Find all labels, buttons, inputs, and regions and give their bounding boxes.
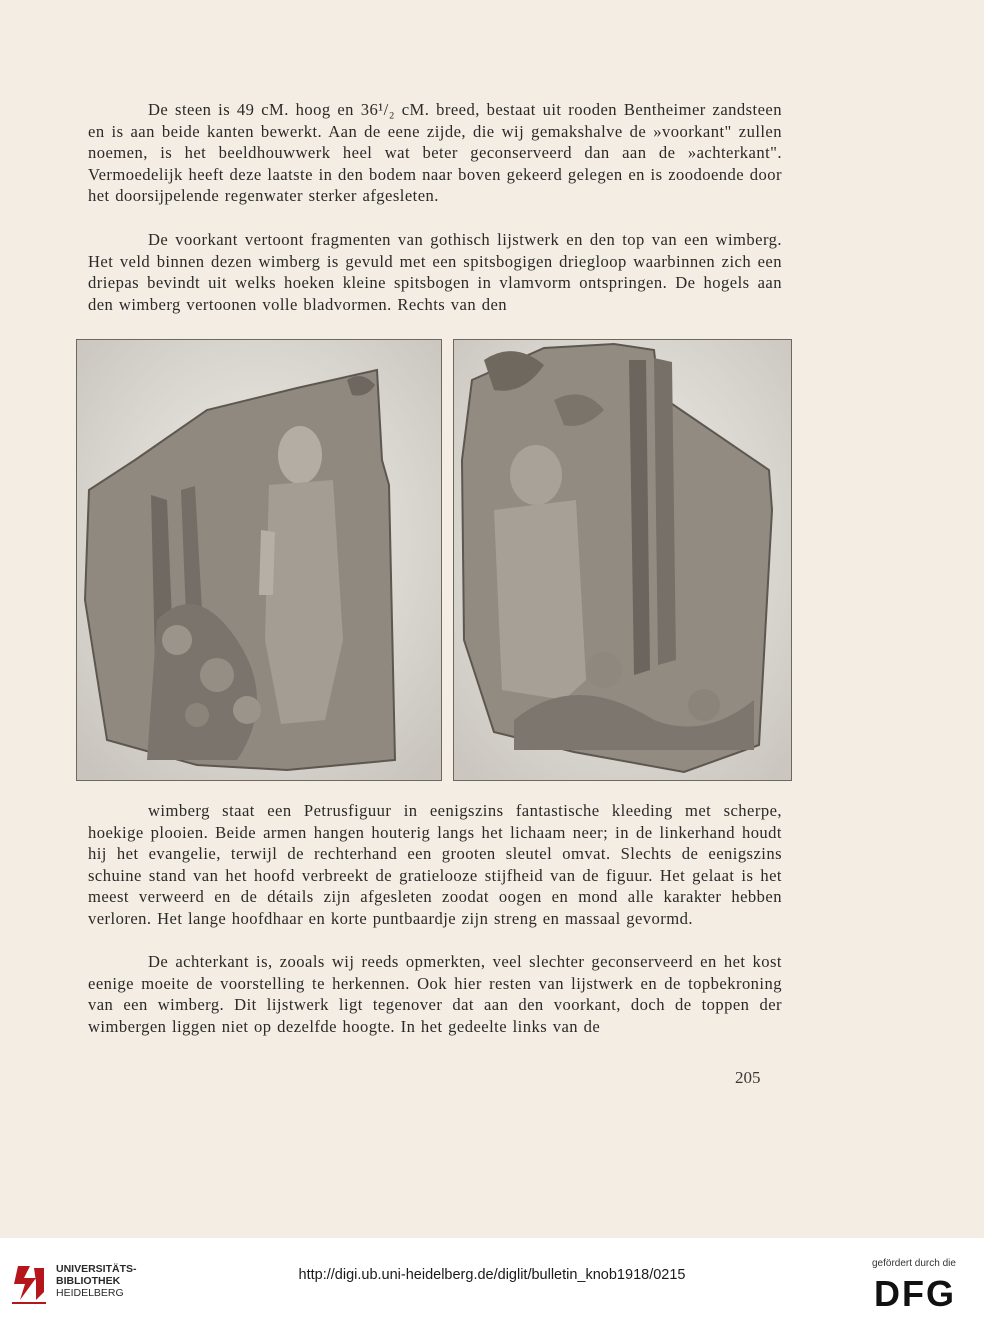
photo-back-side <box>453 339 792 781</box>
paragraph-3: wimberg staat een Petrusfiguur in eenigszins fantastische kleeding met scherpe, hoekige plooien. Beide armen hangen houterig langs het lichaam neer; in de linkerhand houdt hij het evangelie, terwijl de rechterhand een grooten sleutel omvat. Slechts de eenigszins schuine stand van het hoofd verbreekt de gratielooze stijfheid van de figuur. Het gelaat is het meest verweerd en de détails zijn afgesleten zoodat oogen en mond alle karakter hebben verloren. Het lange hoofdhaar en korte puntbaardje zijn streng en massaal gevormd. <box>88 801 782 928</box>
page-number: 205 <box>735 1068 761 1087</box>
paragraph-1: De steen is 49 cM. hoog en 36¹/₂ cM. breed, bestaat uit rooden Bentheimer zandsteen en is aan beide kanten bewerkt. Aan de eene zijde, die wij gemakshalve de »voorkant" zullen noemen, is het beeldhouwwerk heel wat beter geconserveerd dan aan de »achterkant". Vermoedelijk heeft deze laatste in den bodem naar boven gekeerd gelegen en is zoodoende door het doorsijpelende regenwater sterker afgesleten. <box>88 100 782 206</box>
library-line-3: HEIDELBERG <box>56 1287 124 1299</box>
paragraph-4: De achterkant is, zooals wij reeds opmerkten, veel slechter geconserveerd en het kost eenige moeite de voorstelling te herkennen. Ook hier resten van lijstwerk en de topbekroning van een wimberg. Dit lijstwerk ligt tegenover dat aan den voorkant, doch de toppen der wimbergen liggen niet op dezelfde hoogte. In het gedeelte links van de <box>88 952 782 1036</box>
photo-front-side <box>76 339 442 781</box>
library-line-1: UNIVERSITÄTS- <box>56 1263 137 1275</box>
funded-by-label: gefördert durch die <box>872 1258 956 1269</box>
permalink-url[interactable]: http://digi.ub.uni-heidelberg.de/diglit/bulletin_knob1918/0215 <box>298 1267 686 1283</box>
library-line-2: BIBLIOTHEK <box>56 1275 121 1287</box>
dfg-logo[interactable]: DFG <box>874 1273 956 1314</box>
paragraph-2: De voorkant vertoont fragmenten van gothisch lijstwerk en den top van een wimberg. Het veld binnen dezen wimberg is gevuld met een spitsbogigen driegloop waarbinnen zich een driepas bevindt uit welks hoeken kleine spitsbogen in vlamvorm ontspringen. De hogels aan den wimberg vertoonen volle bladvormen. Rechts van den <box>88 230 782 314</box>
